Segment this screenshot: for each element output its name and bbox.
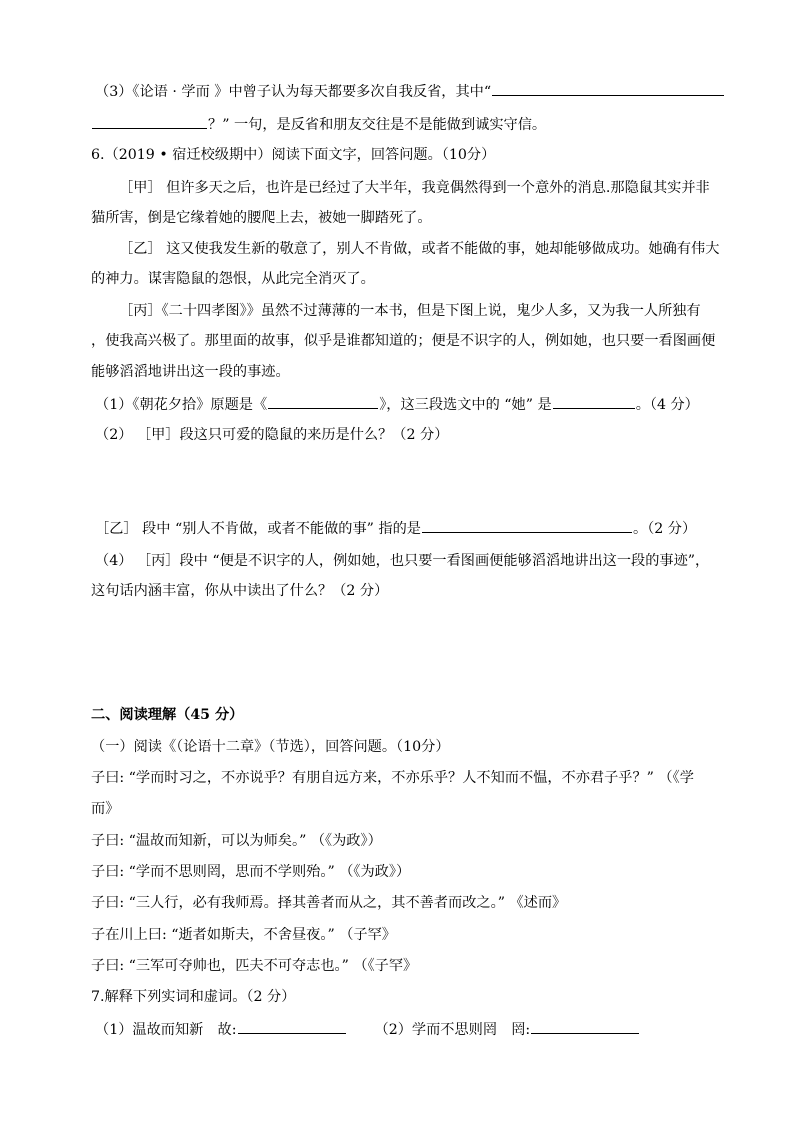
q6-sub3 <box>95 519 696 538</box>
q6-sub1-text-c: 。（4 分） <box>635 397 699 413</box>
q5-3-line2 <box>91 115 546 134</box>
answer-blank[interactable] <box>492 82 724 96</box>
q7-header: 7.解释下列实词和虚词。（2 分） <box>91 989 296 1005</box>
q5-3-text: （3）《论语 · 学而 》中曾子认为每天都要多次自我反省，其中“ <box>95 84 492 100</box>
q6-sub1-text-a: （1）《朝花夕拾》原题是《 <box>95 397 268 413</box>
q6-sub4-line1: （4） ［丙］段中 “便是不识字的人，例如她，也只要一看图画便能够滔滔地讲出这一段的事迹”， <box>95 553 710 569</box>
passage-bing-line3: 能够滔滔地讲出这一段的事迹。 <box>91 364 290 380</box>
analects-line5: 子在川上曰: “逝者如斯夫，不舍昼夜。” （子罕》 <box>91 927 396 943</box>
answer-blank[interactable] <box>553 395 635 409</box>
analects-line3: 子曰: “学而不思则罔，思而不学则殆。” （《为政》） <box>91 864 411 880</box>
answer-blank[interactable] <box>238 1020 346 1034</box>
analects-line6: 子曰: “三军可夺帅也，匹夫不可夺志也。” （《子罕》 <box>91 958 418 974</box>
section-sub1: （一）阅读《（论语十二章》（节选），回答问题。（10分） <box>91 739 450 755</box>
passage-bing-line2: ，使我高兴极了。那里面的故事，似乎是谁都知道的；便是不识字的人，例如她，也只要一看图画便 <box>91 333 716 349</box>
answer-blank[interactable] <box>422 519 632 533</box>
q7-item1-text: （1）温故而知新 故: <box>95 1022 237 1038</box>
q6-sub1-text-b: 》，这三段选文中的 “她” 是 <box>379 397 552 413</box>
passage-yi-line1: ［乙］ 这又使我发生新的敬意了，别人不肯做，或者不能做的事，她却能够做成功。她确有伟大 <box>119 241 720 257</box>
analects-line1: 子曰: “学而时习之，不亦说乎？有朋自远方来，不亦乐乎？人不知而不愠，不亦君子乎？” （《学 <box>91 770 694 786</box>
analects-line2: 子曰: “温故而知新，可以为师矣。” （《为政》） <box>91 833 382 849</box>
answer-blank[interactable] <box>92 115 207 129</box>
q6-sub3-text-b: 。（2 分） <box>632 521 697 537</box>
analects-line4: 子曰: “三人行，必有我师焉。择其善者而从之，其不善者而改之。” 《述而》 <box>91 895 567 911</box>
q7-items <box>95 1020 640 1039</box>
q7-item2-text: （2）学而不思则罔 罔: <box>374 1022 531 1038</box>
q6-sub1 <box>95 395 699 414</box>
q6-header: 6.（2019 • 宿迁校级期中）阅读下面文字，回答问题。（10分） <box>91 147 496 163</box>
q6-sub2: （2） ［甲］段这只可爱的隐鼠的来历是什么？（2 分） <box>95 427 449 443</box>
section-title: 二、阅读理解（45 分） <box>91 707 244 723</box>
passage-bing-line1: ［丙］《二十四孝图》》虽然不过薄薄的一本书，但是下图上说，鬼少人多，又为我一人所独有 <box>119 303 701 319</box>
passage-jia-line2: 猫所害，倒是它缘着她的腰爬上去，被她一脚踏死了。 <box>91 210 432 226</box>
answer-blank[interactable] <box>268 395 378 409</box>
q6-sub3-text-a: ［乙］ 段中 “别人不肯做，或者不能做的事” 指的是 <box>95 521 421 537</box>
passage-yi-line2: 的神力。谋害隐鼠的怨恨，从此完全消灭了。 <box>91 271 375 287</box>
answer-blank[interactable] <box>531 1020 639 1034</box>
q5-3-line1 <box>95 82 725 101</box>
passage-jia-line1: ［甲］ 但许多天之后，也许是已经过了大半年，我竟偶然得到一个意外的消息.那隐鼠其实并非 <box>119 180 710 196</box>
q6-sub4-line2: 这句话内涵丰富，你从中读出了什么？（2 分） <box>91 583 389 599</box>
analects-line1b: 而》 <box>91 801 120 817</box>
q5-3-text-end: ？” 一句，是反省和朋友交往是不是能做到诚实守信。 <box>208 117 547 133</box>
